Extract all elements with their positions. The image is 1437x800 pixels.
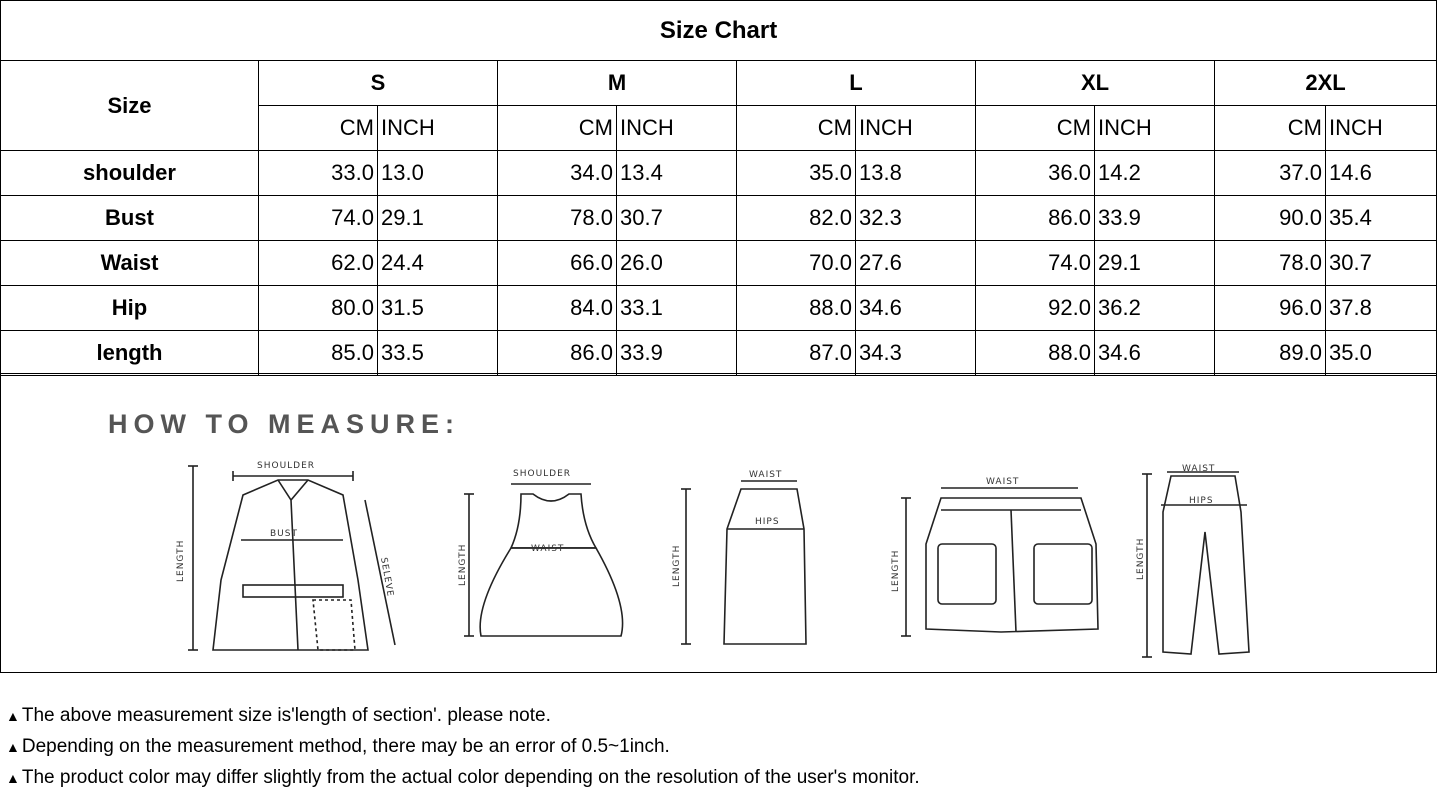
shoulder-label: SHOULDER: [513, 469, 572, 479]
inch-unit-header: INCH: [617, 106, 737, 151]
cell-shoulder-xl-cm: 36.0: [976, 151, 1095, 196]
cell-bust-m-inch: 30.7: [617, 196, 737, 241]
inch-unit-header: INCH: [378, 106, 498, 151]
cell-bust-l-inch: 32.3: [856, 196, 976, 241]
cell-bust-s-inch: 29.1: [378, 196, 498, 241]
cell-bust-xl-cm: 86.0: [976, 196, 1095, 241]
cell-shoulder-l-cm: 35.0: [737, 151, 856, 196]
cell-length-2xl-inch: 35.0: [1326, 331, 1437, 376]
cm-unit-header: CM: [259, 106, 378, 151]
note-item: [6, 700, 920, 731]
chart-title: Size Chart: [1, 1, 1437, 61]
cell-hip-l-inch: 34.6: [856, 286, 976, 331]
cell-length-l-cm: 87.0: [737, 331, 856, 376]
triangle-icon: ▲: [6, 739, 20, 755]
note-text: Depending on the measurement method, there may be an error of 0.5~1inch.: [21, 736, 670, 757]
cell-shoulder-m-inch: 13.4: [617, 151, 737, 196]
inch-unit-header: INCH: [1095, 106, 1215, 151]
cell-length-m-cm: 86.0: [498, 331, 617, 376]
triangle-icon: ▲: [6, 708, 20, 724]
note-item: [6, 731, 920, 762]
length-label: LENGTH: [672, 544, 682, 587]
note-item: [6, 762, 920, 793]
cell-bust-l-cm: 82.0: [737, 196, 856, 241]
cm-unit-header: CM: [1215, 106, 1326, 151]
inch-unit-header: INCH: [1326, 106, 1437, 151]
cell-shoulder-s-cm: 33.0: [259, 151, 378, 196]
cell-hip-2xl-inch: 37.8: [1326, 286, 1437, 331]
cell-waist-l-inch: 27.6: [856, 241, 976, 286]
table-row: [1, 286, 1437, 331]
cell-shoulder-2xl-cm: 37.0: [1215, 151, 1326, 196]
length-label: LENGTH: [891, 549, 901, 592]
dress-diagram: [451, 466, 641, 651]
cell-shoulder-m-cm: 34.0: [498, 151, 617, 196]
row-label-hip: Hip: [1, 286, 259, 331]
cell-hip-l-cm: 88.0: [737, 286, 856, 331]
waist-label: WAIST: [1182, 464, 1216, 474]
cell-waist-2xl-cm: 78.0: [1215, 241, 1326, 286]
cell-length-2xl-cm: 89.0: [1215, 331, 1326, 376]
size-column-header: Size: [1, 61, 259, 151]
waist-label: WAIST: [531, 544, 565, 554]
cell-shoulder-l-inch: 13.8: [856, 151, 976, 196]
row-label-bust: Bust: [1, 196, 259, 241]
how-to-measure-panel: [0, 373, 1437, 673]
cell-waist-xl-inch: 29.1: [1095, 241, 1215, 286]
cell-hip-s-inch: 31.5: [378, 286, 498, 331]
cell-length-xl-cm: 88.0: [976, 331, 1095, 376]
table-row: [1, 196, 1437, 241]
cell-length-l-inch: 34.3: [856, 331, 976, 376]
length-label: LENGTH: [1136, 537, 1146, 580]
cell-waist-m-cm: 66.0: [498, 241, 617, 286]
cell-waist-s-cm: 62.0: [259, 241, 378, 286]
inch-unit-header: INCH: [856, 106, 976, 151]
cell-length-m-inch: 33.9: [617, 331, 737, 376]
length-label: LENGTH: [176, 539, 186, 582]
cell-hip-2xl-cm: 96.0: [1215, 286, 1326, 331]
size-header-2xl: 2XL: [1215, 61, 1437, 106]
shorts-diagram: [886, 474, 1116, 649]
cell-shoulder-2xl-inch: 14.6: [1326, 151, 1437, 196]
table-row: [1, 151, 1437, 196]
table-row: [1, 241, 1437, 286]
note-text: The above measurement size is'length of section'. please note.: [21, 705, 551, 726]
cell-bust-2xl-inch: 35.4: [1326, 196, 1437, 241]
cell-waist-m-inch: 26.0: [617, 241, 737, 286]
note-text: The product color may differ slightly from the actual color depending on the resolution of the user's monitor.: [21, 767, 920, 788]
cell-shoulder-s-inch: 13.0: [378, 151, 498, 196]
cell-waist-xl-cm: 74.0: [976, 241, 1095, 286]
cell-hip-xl-cm: 92.0: [976, 286, 1095, 331]
size-header-m: M: [498, 61, 737, 106]
table-row: [1, 331, 1437, 376]
row-label-length: length: [1, 331, 259, 376]
row-label-shoulder: shoulder: [1, 151, 259, 196]
how-to-measure-title: HOW TO MEASURE:: [108, 409, 460, 439]
hips-label: HIPS: [755, 517, 780, 527]
cell-waist-2xl-inch: 30.7: [1326, 241, 1437, 286]
shoulder-label: SHOULDER: [257, 461, 316, 471]
row-label-waist: Waist: [1, 241, 259, 286]
cell-bust-m-cm: 78.0: [498, 196, 617, 241]
cell-hip-s-cm: 80.0: [259, 286, 378, 331]
sleeve-label: SELEVE: [378, 556, 395, 598]
size-chart-table: [0, 0, 1437, 376]
size-header-l: L: [737, 61, 976, 106]
hips-label: HIPS: [1189, 496, 1214, 506]
notes-list: [6, 700, 920, 793]
cell-hip-m-cm: 84.0: [498, 286, 617, 331]
cell-shoulder-xl-inch: 14.2: [1095, 151, 1215, 196]
size-header-xl: XL: [976, 61, 1215, 106]
length-label: LENGTH: [458, 543, 468, 586]
waist-label: WAIST: [749, 470, 783, 480]
cell-hip-xl-inch: 36.2: [1095, 286, 1215, 331]
cell-length-s-inch: 33.5: [378, 331, 498, 376]
triangle-icon: ▲: [6, 770, 20, 786]
cell-waist-l-cm: 70.0: [737, 241, 856, 286]
cell-waist-s-inch: 24.4: [378, 241, 498, 286]
cell-hip-m-inch: 33.1: [617, 286, 737, 331]
pants-diagram: [1131, 462, 1261, 667]
bust-label: BUST: [270, 529, 298, 539]
cell-bust-s-cm: 74.0: [259, 196, 378, 241]
cell-length-s-cm: 85.0: [259, 331, 378, 376]
size-header-s: S: [259, 61, 498, 106]
cell-bust-xl-inch: 33.9: [1095, 196, 1215, 241]
jacket-diagram: [173, 460, 413, 665]
cell-bust-2xl-cm: 90.0: [1215, 196, 1326, 241]
cell-length-xl-inch: 34.6: [1095, 331, 1215, 376]
cm-unit-header: CM: [498, 106, 617, 151]
cm-unit-header: CM: [976, 106, 1095, 151]
cm-unit-header: CM: [737, 106, 856, 151]
skirt-diagram: [669, 469, 809, 654]
waist-label: WAIST: [986, 477, 1020, 487]
